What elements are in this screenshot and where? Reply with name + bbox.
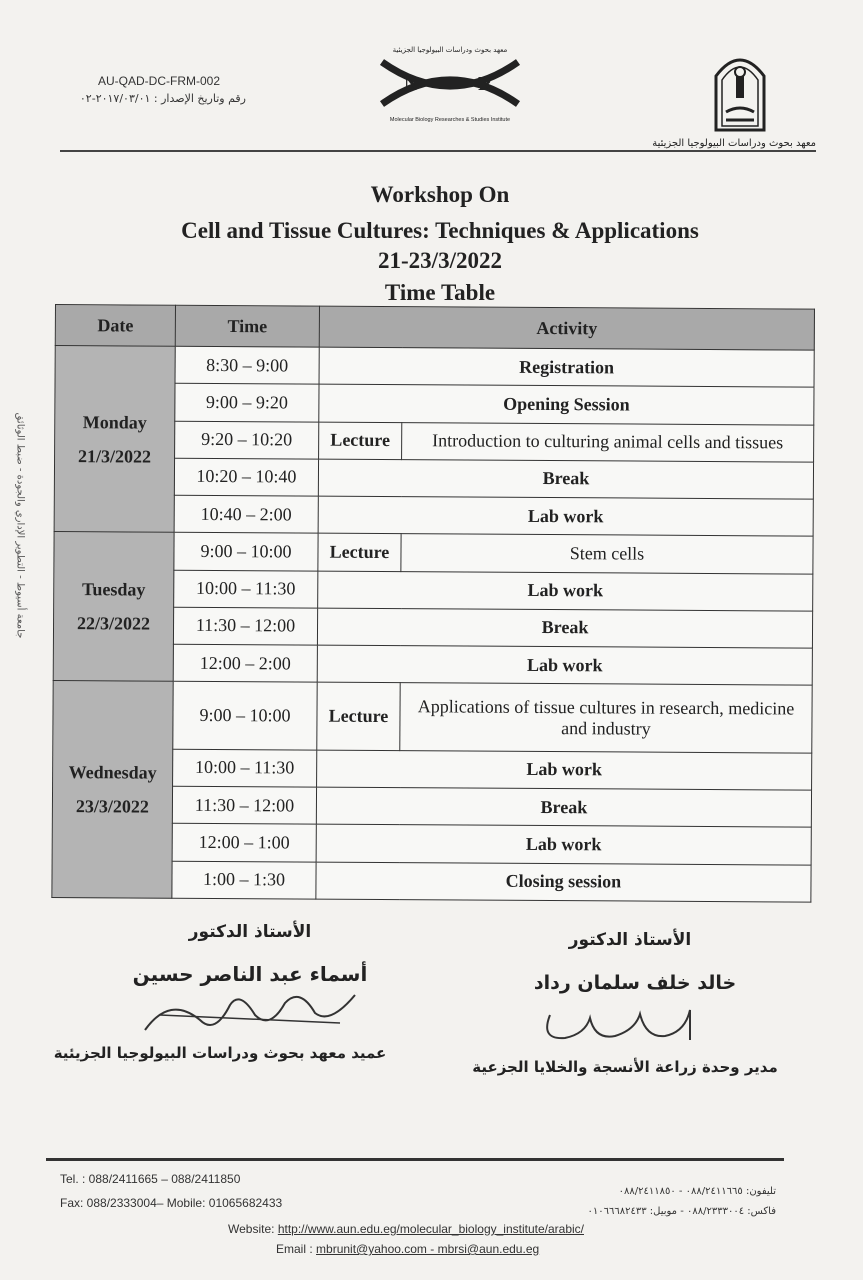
- activity-cell: Lab work: [316, 824, 811, 864]
- title-line-1: Workshop On: [370, 182, 510, 207]
- email-link[interactable]: mbrunit@yahoo.com - mbrsi@aun.edu.eg: [316, 1242, 540, 1256]
- email-label: Email :: [276, 1242, 313, 1256]
- institute-logo: [360, 46, 540, 130]
- right-signatory-role: مدير وحدة زراعة الأنسجة والخلايا الجزعية: [472, 1058, 778, 1076]
- day-cell: [54, 346, 175, 533]
- website-label: Website:: [228, 1222, 275, 1236]
- table-row: [53, 681, 812, 753]
- day-date: 21/3/2022: [77, 445, 152, 467]
- time-cell: 10:00 – 11:30: [174, 570, 318, 608]
- lecture-title: Introduction to culturing animal cells and tissues: [402, 422, 814, 462]
- time-cell: 8:30 – 9:00: [175, 346, 319, 384]
- activity-cell: Break: [317, 608, 812, 648]
- lecture-tag: Lecture: [317, 682, 400, 750]
- day-cell: [53, 532, 174, 682]
- day-cell: [52, 681, 173, 898]
- activity-cell: Lab work: [317, 750, 812, 790]
- time-cell: 10:40 – 2:00: [174, 495, 318, 533]
- title-time-table: Time Table: [384, 280, 496, 305]
- time-cell: 12:00 – 1:00: [172, 824, 316, 862]
- lecture-title: Stem cells: [401, 534, 813, 574]
- footer-email: [276, 1242, 539, 1256]
- title-dates: 21-23/3/2022: [378, 248, 502, 273]
- lecture-title: Applications of tissue cultures in research, medicine and industry: [400, 683, 812, 753]
- title-line-2: Cell and Tissue Cultures: Techniques & Applications: [181, 218, 699, 243]
- timetable: [51, 304, 815, 903]
- doc-code: AU-QAD-DC-FRM-002: [98, 74, 221, 88]
- day-name: Tuesday: [82, 579, 146, 600]
- footer-fax: Fax: 088/2333004– Mobile: 01065682433: [60, 1196, 283, 1210]
- logo-arabic-text: معهد بحوث ودراسات البيولوجيا الجزيئية: [392, 46, 508, 54]
- activity-cell: Closing session: [316, 862, 811, 902]
- footer-website: [228, 1222, 584, 1236]
- table-row: [54, 532, 813, 574]
- right-signatory-title: الأستاذ الدكتور: [568, 930, 692, 950]
- time-cell: 1:00 – 1:30: [172, 861, 316, 899]
- header-divider: [60, 150, 816, 152]
- side-note: جامعة أسيوط - التطوير الإداري والجودة - ضبط الوثائق: [14, 412, 26, 639]
- header-time: Time: [175, 305, 319, 347]
- time-cell: 10:20 – 10:40: [174, 458, 318, 496]
- svg-text:R: R: [478, 73, 493, 95]
- lecture-tag: Lecture: [318, 533, 401, 571]
- left-signature-icon: [140, 985, 360, 1040]
- svg-text:N: N: [404, 73, 419, 95]
- activity-cell: Break: [316, 787, 811, 827]
- left-signatory-role: عميد معهد بحوث ودراسات البيولوجيا الجزيئية: [53, 1044, 387, 1062]
- footer-tel: Tel. : 088/2411665 – 088/2411850: [60, 1172, 241, 1186]
- lecture-tag: Lecture: [319, 422, 402, 460]
- right-signatory-name: خالد خلف سلمان رداد: [533, 972, 737, 994]
- activity-cell: Lab work: [317, 645, 812, 685]
- time-cell: 12:00 – 2:00: [173, 644, 317, 682]
- time-cell: 9:20 – 10:20: [175, 421, 319, 459]
- left-signatory-name: أسماء عبد الناصر حسين: [132, 962, 368, 986]
- time-cell: 9:00 – 10:00: [173, 682, 317, 750]
- footer-fax-arabic: فاكس: ٠٨٨/٢٣٣٣٠٠٤ - موبيل: ٠١٠٦٦٦٨٢٤٣٣: [587, 1206, 776, 1217]
- day-date: 23/3/2022: [75, 796, 149, 817]
- footer-divider: [46, 1158, 784, 1161]
- right-signature-icon: [540, 1000, 710, 1050]
- header-activity: Activity: [319, 306, 814, 350]
- table-header-row: [55, 305, 814, 351]
- day-date: 22/3/2022: [76, 613, 151, 634]
- logo-english-text: Molecular Biology Researches & Studies Institute: [389, 117, 511, 123]
- website-link[interactable]: http://www.aun.edu.eg/molecular_biology_institute/arabic/: [277, 1222, 584, 1236]
- day-name: Wednesday: [68, 762, 157, 783]
- activity-cell: Opening Session: [319, 384, 814, 424]
- time-cell: 10:00 – 11:30: [173, 749, 317, 787]
- institute-name-arabic: معهد بحوث ودراسات البيولوجيا الجزيئية: [652, 138, 816, 149]
- left-signatory-title: الأستاذ الدكتور: [188, 922, 312, 942]
- header-date: Date: [55, 305, 175, 347]
- time-cell: 11:30 – 12:00: [172, 786, 316, 824]
- table-row: [55, 346, 814, 388]
- time-cell: 11:30 – 12:00: [173, 607, 317, 645]
- university-seal-icon: [712, 50, 768, 132]
- dna-logo-icon: [360, 54, 540, 110]
- day-name: Monday: [82, 411, 147, 433]
- issue-date: رقم وتاريخ الإصدار : ٢٠١٧/٠٣/٠١-٠٢: [79, 92, 246, 105]
- activity-cell: Break: [318, 459, 813, 499]
- time-cell: 9:00 – 10:00: [174, 533, 318, 571]
- activity-cell: Lab work: [318, 571, 813, 611]
- time-cell: 9:00 – 9:20: [175, 384, 319, 422]
- footer-tel-arabic: تليفون: ٠٨٨/٢٤١١٦٦٥ - ٠٨٨/٢٤١١٨٥٠: [618, 1186, 776, 1197]
- activity-cell: Registration: [319, 347, 814, 387]
- activity-cell: Lab work: [318, 496, 813, 536]
